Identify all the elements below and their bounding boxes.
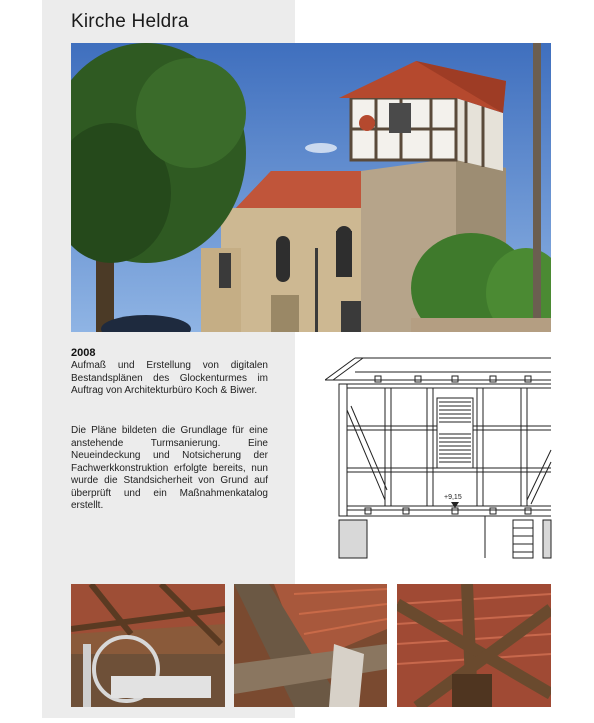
interior-photo-roof-beams	[397, 584, 551, 707]
description-paragraph-1: Aufmaß und Erstellung von digitalen Bestandsplänen des Glockenturmes im Auftrag von Architekturbüro Koch & Biwer.	[71, 360, 268, 396]
page-title: Kirche Heldra	[71, 11, 189, 32]
elevation-marker-icon	[451, 502, 459, 508]
project-year: 2008	[71, 347, 96, 359]
interior-photo-timber-joint	[234, 584, 387, 707]
elevation-drawing-svg	[325, 350, 553, 562]
elevation-drawing	[325, 350, 553, 562]
interior-photo-bell-frame	[71, 584, 225, 707]
elevation-label: +9,15	[444, 494, 462, 501]
church-photo-illustration	[71, 43, 551, 332]
church-photo	[71, 43, 551, 332]
description-paragraph-2: Die Pläne bildeten die Grundlage für eine anstehende Turmsanierung. Eine Neueindeckung und Notsicherung der Fachwerkkonstruktion erfolgte bereits, nun wurde die Standsicherheit von Grund auf überprüft und ein Maßnahmenkatalog erstellt.	[71, 425, 268, 511]
